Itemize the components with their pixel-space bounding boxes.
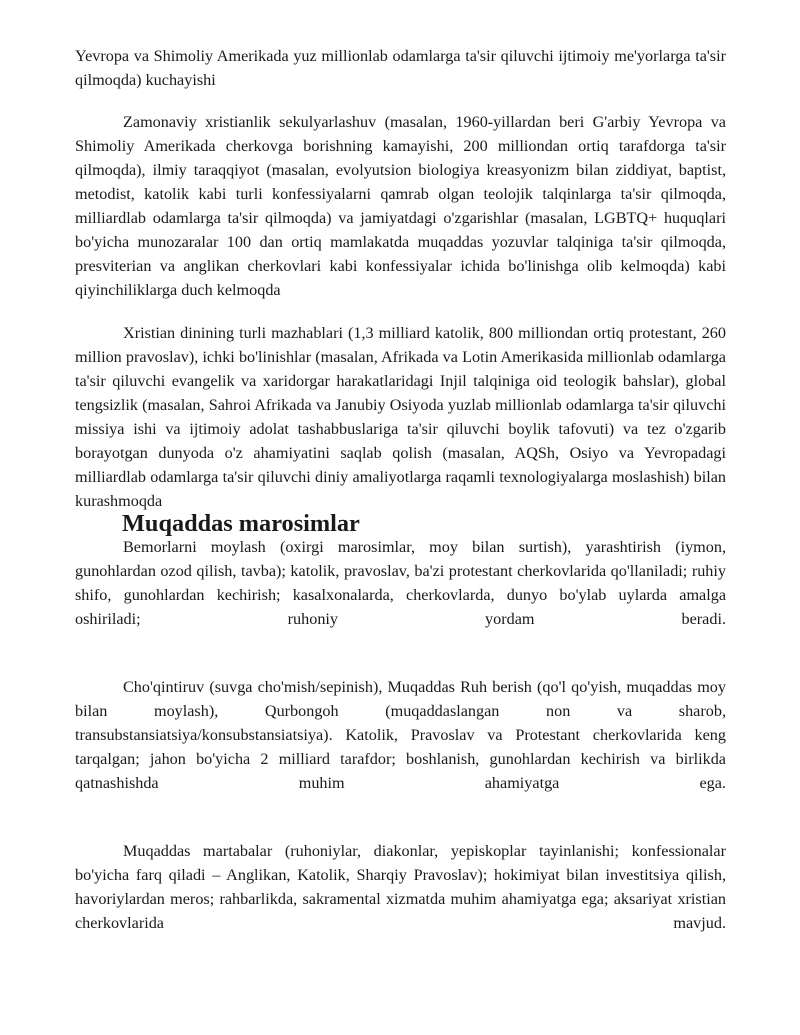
paragraph-denominations: Xristian dinining turli mazhablari (1,3 milliard katolik, 800 milliondan ortiq protestant, 260 million pravoslav), ichki bo'linishlar (masalan, Afrikada va Lotin Amerikasida millionlab odamlarga ta'sir qiluvchi evangelik va xaridorgar harakatlaridagi Injil talqiniga oid teologik bahslar), global tengsizlik (masalan, Sahroi Afrikada va Janubiy Osiyoda yuzlab millionlab odamlarga ta'sir qiluvchi missiya ishi va ijtimoiy adolat tashabbuslariga ta'sir qiluvchi boylik tafovuti) va tez o'zgarib borayotgan dunyoda o'z ahamiyatini saqlab qolish (masalan, AQSh, Osiyo va Yevropadagi milliardlab odamlarga ta'sir qiluvchi diniy amaliyotlarga raqamli texnologiyalarga moslashish) bilan kurashmoqda bbox=[75, 324, 726, 510]
paragraph-anointing: Bemorlarni moylash (oxirgi marosimlar, moy bilan surtish), yarashtirish (iymon, gunohlardan ozod qilish, tavba); katolik, pravoslav, ba'zi protestant cherkovlarida qo'llaniladi; ruhiy shifo, gunohlardan kechirish; kasalxonalarda, cherkovlarda, dunyo bo'ylab uylarda amalga oshiriladi; ruhoniy yordam beradi. bbox=[75, 538, 726, 628]
paragraph-continuation: Yevropa va Shimoliy Amerikada yuz millionlab odamlarga ta'sir qiluvchi ijtimoiy me'yorlarga ta'sir qilmoqda) kuchayishi bbox=[75, 47, 726, 89]
document-page bbox=[75, 44, 726, 935]
paragraph-modern-christianity: Zamonaviy xristianlik sekulyarlashuv (masalan, 1960-yillardan beri G'arbiy Yevropa va Shimoliy Amerikada cherkovga borishning kamayishi, 200 milliondan ortiq tarafdorga ta'sir qilmoqda), ilmiy taraqqiyot (masalan, evolyutsion biologiya kreasyonizm bilan ziddiyat, baptist, metodist, katolik kabi turli konfessiyalarni qamrab olgan teolojik talqinlarga ta'sir qilmoqda, milliardlab odamlarga ta'sir qilmoqda) va jamiyatdagi o'zgarishlar (masalan, LGBTQ+ huquqlari bo'yicha munozaralar 100 dan ortiq mamlakatda muqaddas yozuvlar talqiniga ta'sir qilmoqda, presviterian va anglikan cherkovlari kabi konfessiyalar ichida bo'linishga olib kelmoqda) kabi qiyinchiliklarga duch kelmoqda bbox=[75, 113, 726, 299]
paragraph-holy-orders: Muqaddas martabalar (ruhoniylar, diakonlar, yepiskoplar tayinlanishi; konfessionalar bo'yicha farq qiladi – Anglikan, Katolik, Sharqiy Pravoslav); hokimiyat bilan investitsiya qilish, havoriylardan meros; rahbarlikda, sakramental xizmatda muhim ahamiyatga ega; aksariyat xristian cherkovlarida mavjud. bbox=[75, 842, 726, 932]
section-heading: Muqaddas marosimlar bbox=[122, 510, 360, 537]
paragraph-baptism: Cho'qintiruv (suvga cho'mish/sepinish), Muqaddas Ruh berish (qo'l qo'yish, muqaddas moy bilan moylash), Qurbongoh (muqaddaslangan non va sharob, transubstansiatsiya/konsubstansiatsiya). Katolik, Pravoslav va Protestant cherkovlarida keng tarqalgan; jahon bo'yicha 2 milliard tarafdor; boshlanish, gunohlardan kechirish va birlikda qatnashishda muhim ahamiyatga ega. bbox=[75, 678, 726, 792]
